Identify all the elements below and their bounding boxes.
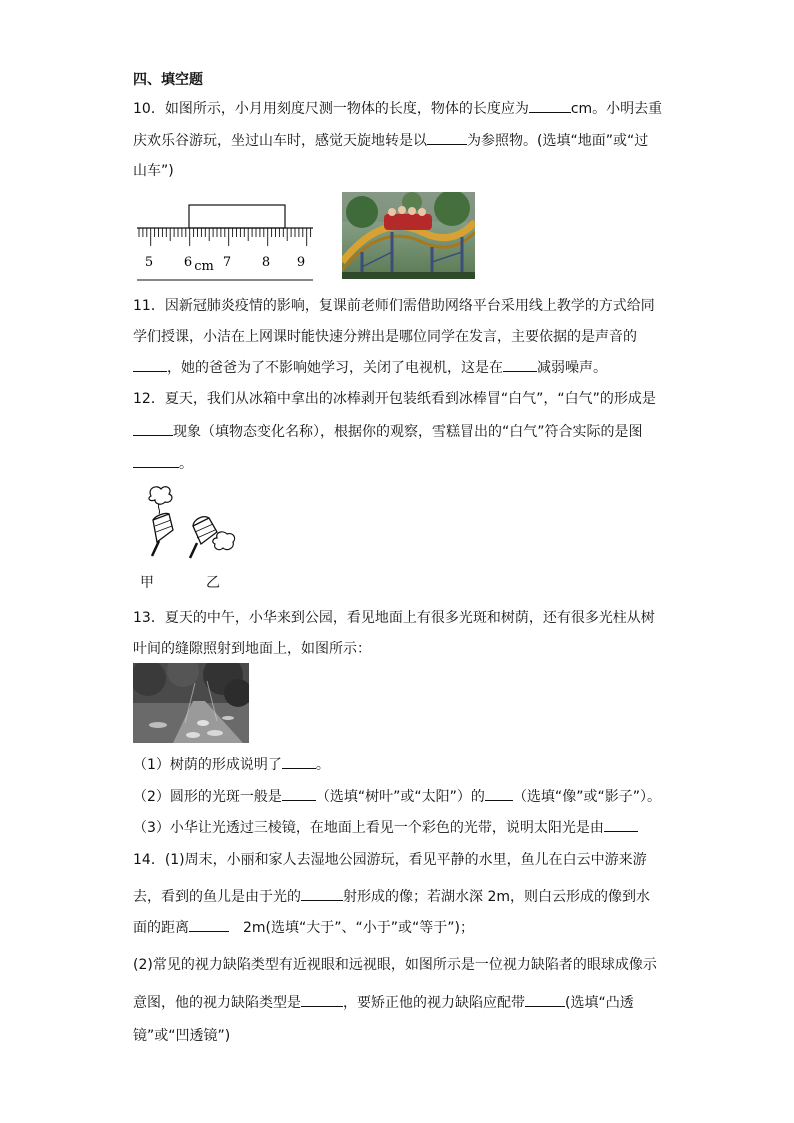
q14-blank-refraction[interactable] [301,886,343,901]
q14-blank-distance[interactable] [189,917,229,932]
ice-cream-figure [135,482,243,570]
q11-line-3 [133,357,607,378]
q11-blank-timbre[interactable] [133,357,167,372]
q10-text-1b: cm。小明去重 [570,101,663,117]
ruler-figure [133,198,318,284]
q14-text-2a: 去，看到的鱼儿是由于光的 [133,889,301,905]
q10-blank-reference[interactable] [427,130,467,145]
q13-line-1: 13．夏天的中午，小华来到公园，看见地面上有很多光斑和树荫，还有很多光柱从树 [133,610,655,626]
q14-text-2b: 射形成的像；若湖水深 2m，则白云形成的像到水 [343,889,650,905]
ruler-label-5: 5 [144,255,154,270]
q14-line-3 [133,917,474,938]
measured-object [189,205,285,228]
q14-line-1: 14．(1)周末，小丽和家人去湿地公园游玩，看见平静的水里，鱼儿在白云中游来游 [133,852,647,868]
q10-line-2 [133,130,648,151]
q13-text-2a: （2）圆形的光斑一般是 [133,789,282,805]
q14-text-3a: 面的距离 [133,920,189,936]
q14-text-5c: (选填“凸透 [565,995,634,1011]
q14-line-5 [133,992,634,1013]
q13-text-1a: （1）树荫的形成说明了 [133,757,282,773]
q14-blank-defect[interactable] [301,992,343,1007]
q12-text-2a: 现象（填物态变化名称），根据你的观察，雪糕冒出的“白气”符合实际的是图 [173,424,643,440]
q13-line-2: 叶间的缝隙照射到地面上，如图所示： [133,641,371,657]
q14-line-6: 镜”或“凹透镜”) [133,1028,231,1044]
ruler-label-8: 8 [261,255,271,270]
q10-text-2b: 为参照物。(选填“地面”或“过 [467,133,649,149]
q14-text-5b: ，要矫正他的视力缺陷应配带 [343,995,525,1011]
q10-line-3: 山车”) [133,163,174,179]
ice-cream-a [149,487,173,556]
q14-blank-lens[interactable] [525,992,565,1007]
q12-line-2 [133,421,643,442]
q13-part-1 [133,754,330,775]
q13-blank-spot-type[interactable] [485,786,513,801]
q12-text-3: 。 [179,456,193,472]
q11-blank-noise[interactable] [503,357,537,372]
q10-line-1 [133,98,662,119]
q13-blank-shade[interactable] [282,754,316,769]
q11-line-2: 学们授课，小洁在上网课时能快速分辨出是哪位同学在发言，主要依据的是声音的 [133,329,637,345]
q13-part-2 [133,786,661,807]
ice-cream-label-b: 乙 [206,575,220,591]
q14-line-4: (2)常见的视力缺陷类型有近视眼和远视眼，如图所示是一位视力缺陷者的眼球成像示 [133,957,657,973]
ruler-label-6: 6 [183,255,193,270]
q14-line-2 [133,886,650,907]
q12-line-3 [133,453,193,474]
q13-part-3 [133,817,638,838]
q11-text-3b: 减弱噪声。 [537,360,607,376]
q13-text-3a: （3）小华让光透过三棱镜，在地面上看见一个彩色的光带，说明太阳光是由 [133,820,604,836]
q12-line-1: 12．夏天，我们从冰箱中拿出的冰棒剥开包装纸看到冰棒冒“白气”，“白气”的形成是 [133,391,656,407]
section-title: 四、填空题 [133,72,203,88]
ruler-ticks [139,228,311,246]
q13-text-1b: 。 [315,757,330,773]
roller-coaster-photo [342,192,475,279]
ruler-label-7: 7 [222,255,232,270]
ruler-unit: cm [194,259,214,274]
q14-text-5a: 意图，他的视力缺陷类型是 [133,995,301,1011]
ruler-label-9: 9 [296,255,306,270]
q11-text-3a: ，她的爸爸为了不影响她学习，关闭了电视机，这是在 [167,360,503,376]
q13-text-2b: （选填“树叶”或“太阳”）的 [315,789,485,805]
ice-cream-label-a: 甲 [140,575,154,591]
q13-blank-composition[interactable] [604,817,638,832]
q12-blank-phenomenon[interactable] [133,421,173,436]
q13-text-2c: （选填“像”或“影子”）。 [512,789,661,805]
q11-line-1: 11．因新冠肺炎疫情的影响，复课前老师们需借助网络平台采用线上教学的方式给同 [133,298,655,314]
q10-blank-length[interactable] [529,98,571,113]
q10-text-2a: 庆欢乐谷游玩，坐过山车时，感觉天旋地转是以 [133,133,427,149]
q13-blank-spot-source[interactable] [282,786,316,801]
q10-text-1a: 10．如图所示，小月用刻度尺测一物体的长度，物体的长度应为 [133,101,529,117]
q12-blank-figure[interactable] [133,453,179,468]
ice-cream-b [190,517,235,558]
park-photo [133,663,249,743]
q14-text-3b: 2m(选填“大于”、“小于”或“等于”)； [243,920,474,936]
